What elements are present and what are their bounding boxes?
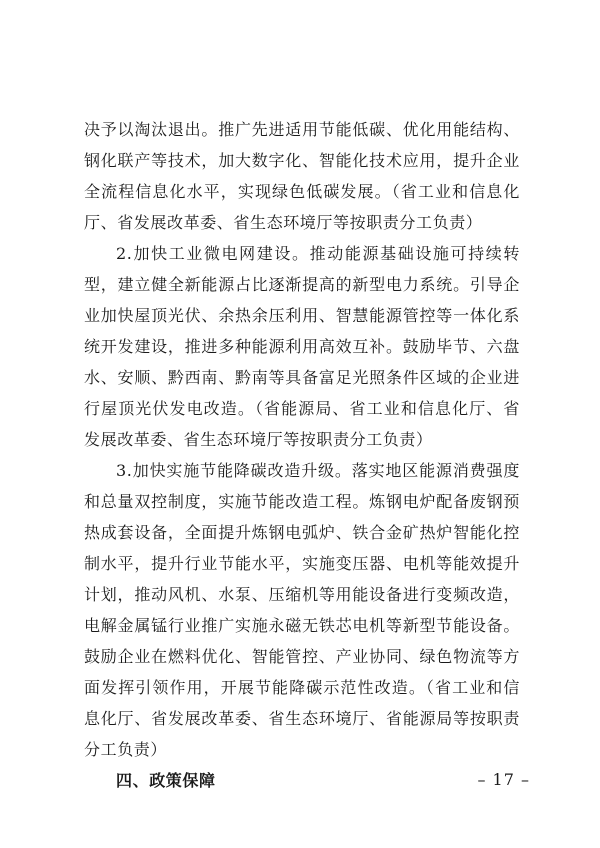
paragraph-item-2: 2.加快工业微电网建设。推动能源基础设施可持续转型，建立健全新能源占比逐渐提高的新型电力系统。引导企业加快屋顶光伏、余热余压利用、智慧能源管控等一体化系统开发建设，推进多种能源利用高效互补。鼓励毕节、六盘水、安顺、黔西南、黔南等具备富足光照条件区域的企业进行屋顶光伏发电改造。（省能源局、省工业和信息化厅、省发展改革委、省生态环境厅等按职责分工负责）: [84, 244, 520, 449]
document-body: [84, 114, 520, 796]
section-heading: 四、政策保障: [116, 771, 216, 790]
paragraph-item-3: 3.加快实施节能降碳改造升级。落实地区能源消费强度和总量双控制度，实施节能改造工程。炼钢电炉配备废钢预热成套设备，全面提升炼钢电弧炉、铁合金矿热炉智能化控制水平，提升行业节能水平，实施变压器、电机等能效提升计划，推动风机、水泵、压缩机等用能设备进行变频改造，电解金属锰行业推广实施永磁无铁芯电机等新型节能设备。鼓励企业在燃料优化、智能管控、产业协同、绿色物流等方面发挥引领作用，开展节能降碳示范性改造。（省工业和信息化厅、省发展改革委、省生态环境厅、省能源局等按职责分工负责）: [84, 461, 520, 759]
page-number: – 17 –: [477, 770, 530, 789]
paragraph-continuation: 决予以淘汰退出。推广先进适用节能低碳、优化用能结构、钢化联产等技术，加大数字化、智能化技术应用，提升企业全流程信息化水平，实现绿色低碳发展。（省工业和信息化厅、省发展改革委、省生态环境厅等按职责分工负责）: [84, 120, 520, 232]
